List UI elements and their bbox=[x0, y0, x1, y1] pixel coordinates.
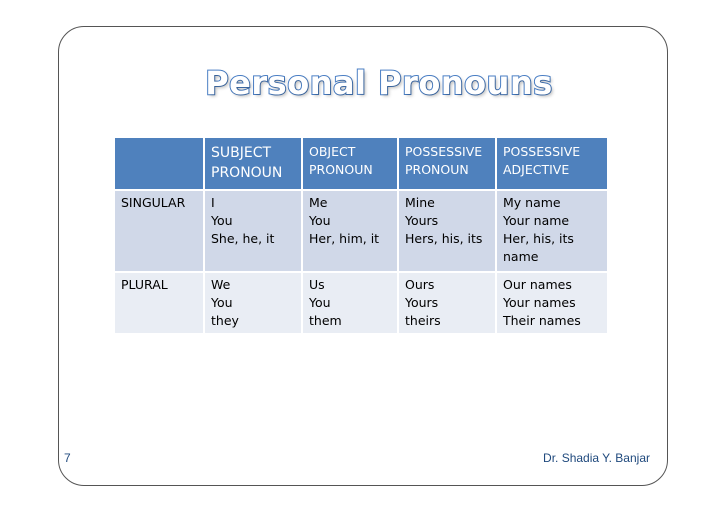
header-possessive-adjective bbox=[497, 138, 607, 189]
cell-line: name bbox=[503, 249, 539, 264]
cell-possessive-pronoun-singular bbox=[399, 191, 495, 271]
cell-line: Mine bbox=[405, 195, 435, 210]
cell-line: My name bbox=[503, 195, 561, 210]
header-line: OBJECT bbox=[309, 144, 356, 159]
cell-line: Their names bbox=[503, 313, 581, 328]
header-line: POSSESSIVE bbox=[405, 144, 483, 159]
cell-line: You bbox=[211, 295, 233, 310]
cell-subject-singular bbox=[205, 191, 301, 271]
header-line: POSSESSIVE bbox=[503, 144, 581, 159]
footer-author: Dr. Shadia Y. Banjar bbox=[543, 451, 650, 465]
table-header-row bbox=[115, 138, 607, 189]
cell-line: Hers, his, its bbox=[405, 231, 483, 246]
pronoun-table bbox=[113, 136, 609, 335]
slide-number: 7 bbox=[64, 451, 71, 465]
cell-subject-plural bbox=[205, 273, 301, 333]
cell-line: I bbox=[211, 195, 215, 210]
cell-object-plural bbox=[303, 273, 397, 333]
cell-line: theirs bbox=[405, 313, 441, 328]
header-subject-pronoun bbox=[205, 138, 301, 189]
cell-possessive-adjective-plural bbox=[497, 273, 607, 333]
row-label-singular: SINGULAR bbox=[115, 191, 203, 271]
header-object-pronoun bbox=[303, 138, 397, 189]
cell-line: Me bbox=[309, 195, 328, 210]
slide-title: Personal Pronouns bbox=[205, 64, 553, 102]
cell-line: Your names bbox=[503, 295, 576, 310]
header-line: PRONOUN bbox=[309, 162, 373, 177]
cell-line: Her, his, its bbox=[503, 231, 574, 246]
cell-line: Yours bbox=[405, 295, 439, 310]
cell-object-singular bbox=[303, 191, 397, 271]
cell-line: Ours bbox=[405, 277, 435, 292]
table-row-singular bbox=[115, 191, 607, 271]
cell-line: You bbox=[309, 213, 331, 228]
cell-possessive-adjective-singular bbox=[497, 191, 607, 271]
header-line: ADJECTIVE bbox=[503, 162, 570, 177]
header-possessive-pronoun bbox=[399, 138, 495, 189]
cell-line: She, he, it bbox=[211, 231, 275, 246]
row-label-plural: PLURAL bbox=[115, 273, 203, 333]
header-empty bbox=[115, 138, 203, 189]
cell-line: they bbox=[211, 313, 239, 328]
header-line: SUBJECT bbox=[211, 145, 272, 161]
header-line: PRONOUN bbox=[405, 162, 469, 177]
cell-line: You bbox=[211, 213, 233, 228]
cell-line: them bbox=[309, 313, 342, 328]
cell-line: Your name bbox=[503, 213, 570, 228]
cell-line: Yours bbox=[405, 213, 439, 228]
cell-line: You bbox=[309, 295, 331, 310]
cell-line: We bbox=[211, 277, 231, 292]
cell-line: Her, him, it bbox=[309, 231, 380, 246]
cell-line: Us bbox=[309, 277, 325, 292]
table-row-plural bbox=[115, 273, 607, 333]
header-line: PRONOUN bbox=[211, 165, 283, 181]
cell-line: Our names bbox=[503, 277, 572, 292]
cell-possessive-pronoun-plural bbox=[399, 273, 495, 333]
